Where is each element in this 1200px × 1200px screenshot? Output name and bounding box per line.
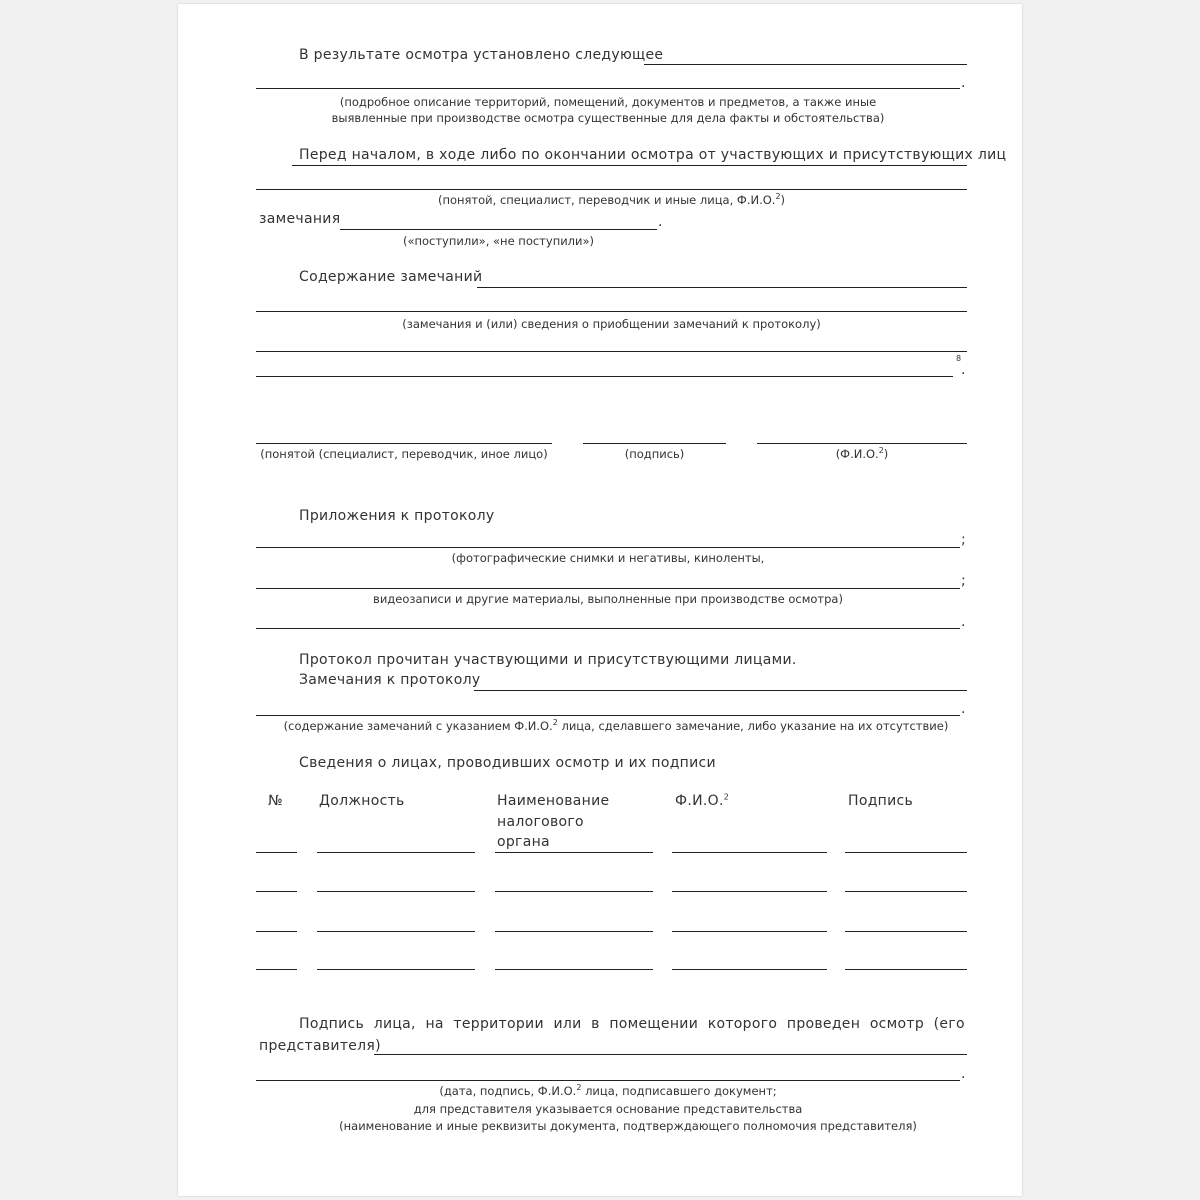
result-note-line-2: выявленные при производстве осмотра существенные для дела факты и обстоятельства) xyxy=(331,111,885,125)
attachments-end-mark: . xyxy=(961,614,966,630)
remarks-content-blank-line-1[interactable] xyxy=(477,287,967,288)
final-signature-word: (его xyxy=(933,1016,965,1032)
col-header-fio: Ф.И.О.$^2$ xyxy=(675,792,730,809)
final-signature-word: Подпись xyxy=(299,1016,365,1032)
attachments-note-1: (фотографические снимки и негативы, киноленты, xyxy=(451,551,765,565)
witness-signature-blank[interactable] xyxy=(583,443,726,444)
inspector-row-1-position-blank[interactable] xyxy=(317,852,475,853)
protocol-remarks-note: (содержание замечаний с указанием Ф.И.О.$^2$ лица, сделавшего замечание, либо указание на их отсутствие) xyxy=(283,718,949,733)
remarks-content-note: (замечания и (или) сведения о приобщении замечаний к протоколу) xyxy=(402,317,821,331)
remarks-received-blank[interactable] xyxy=(340,229,657,230)
final-signature-word: на xyxy=(425,1016,444,1032)
inspector-row-4-number-blank[interactable] xyxy=(256,969,297,970)
final-signature-word: или xyxy=(553,1016,582,1032)
inspector-row-2-position-blank[interactable] xyxy=(317,891,475,892)
col-header-authority-3: органа xyxy=(497,834,550,850)
witness-role-note: (понятой (специалист, переводчик, иное лицо) xyxy=(260,447,548,461)
remarks-before-lead-text: Перед началом, в ходе либо по окончании осмотра от участвующих и присутствующих лиц xyxy=(299,147,1007,163)
remarks-content-blank-line-3[interactable] xyxy=(256,351,967,352)
inspector-row-4-fio-blank[interactable] xyxy=(672,969,827,970)
result-lead-text: В результате осмотра установлено следующее xyxy=(299,47,664,63)
final-signature-word: которого xyxy=(707,1016,778,1032)
final-signature-blank-line-2[interactable] xyxy=(256,1080,960,1081)
final-signature-word: лица, xyxy=(373,1016,416,1032)
inspector-row-3-number-blank[interactable] xyxy=(256,931,297,932)
protocol-remarks-blank-line-1[interactable] xyxy=(474,690,967,691)
inspector-row-1-authority-blank[interactable] xyxy=(495,852,653,853)
attachments-sep-1: ; xyxy=(961,532,967,548)
remarks-content-lead-text: Содержание замечаний xyxy=(299,269,483,285)
inspector-row-2-number-blank[interactable] xyxy=(256,891,297,892)
attachments-blank-line-1[interactable] xyxy=(256,547,960,548)
attachments-blank-line-2[interactable] xyxy=(256,588,960,589)
remarks-content-end-mark: . xyxy=(961,362,966,378)
result-note-line-1: (подробное описание территорий, помещений, документов и предметов, а также иные xyxy=(339,95,877,109)
final-signature-blank-line-1[interactable] xyxy=(374,1054,967,1055)
inspector-row-1-number-blank[interactable] xyxy=(256,852,297,853)
final-signature-text-line-2: представителя) xyxy=(259,1038,381,1054)
final-signature-word: в xyxy=(591,1016,600,1032)
remarks-end-mark: . xyxy=(658,214,663,230)
final-signature-word: помещении xyxy=(609,1016,699,1032)
final-note-3: (наименование и иные реквизиты документа, подтверждающего полномочия представителя) xyxy=(339,1119,917,1133)
col-header-authority-1: Наименование xyxy=(497,793,610,809)
attachments-lead-text: Приложения к протоколу xyxy=(299,508,495,524)
attachments-blank-line-3[interactable] xyxy=(256,628,960,629)
col-header-authority-2: налогового xyxy=(497,814,584,830)
inspectors-lead-text: Сведения о лицах, проводивших осмотр и их подписи xyxy=(299,755,716,771)
inspector-row-2-signature-blank[interactable] xyxy=(845,891,967,892)
inspector-row-1-fio-blank[interactable] xyxy=(672,852,827,853)
col-header-signature: Подпись xyxy=(848,793,914,809)
inspector-row-3-fio-blank[interactable] xyxy=(672,931,827,932)
final-note-2: для представителя указывается основание представительства xyxy=(413,1102,803,1116)
inspector-row-3-position-blank[interactable] xyxy=(317,931,475,932)
final-signature-text-line-1 xyxy=(299,1016,965,1033)
protocol-remarks-blank-line-2[interactable] xyxy=(256,715,960,716)
final-note-1: (дата, подпись, Ф.И.О.$^2$ лица, подписавшего документ; xyxy=(439,1083,777,1098)
inspector-row-3-authority-blank[interactable] xyxy=(495,931,653,932)
result-blank-line-1[interactable] xyxy=(644,64,967,65)
attachments-note-2: видеозаписи и другие материалы, выполненные при производстве осмотра) xyxy=(373,592,843,606)
protocol-remarks-label: Замечания к протоколу xyxy=(299,672,481,688)
inspector-row-1-signature-blank[interactable] xyxy=(845,852,967,853)
remarks-label: замечания xyxy=(259,211,341,227)
remarks-received-note: («поступили», «не поступили») xyxy=(402,234,595,248)
attachments-sep-2: ; xyxy=(961,573,967,589)
col-header-number: № xyxy=(268,793,283,809)
protocol-read-text: Протокол прочитан участвующими и присутствующими лицами. xyxy=(299,652,797,668)
witness-name-blank[interactable] xyxy=(757,443,967,444)
inspector-row-4-signature-blank[interactable] xyxy=(845,969,967,970)
remarks-content-blank-line-4[interactable] xyxy=(256,376,953,377)
remarks-content-blank-line-2[interactable] xyxy=(256,311,967,312)
footnote-mark: 8 xyxy=(956,354,962,363)
witness-name-note: (Ф.И.О.$^2$) xyxy=(835,446,889,461)
inspector-row-2-authority-blank[interactable] xyxy=(495,891,653,892)
final-signature-word: осмотр xyxy=(869,1016,925,1032)
col-header-position: Должность xyxy=(319,793,405,809)
remarks-before-underline xyxy=(292,165,967,166)
inspector-row-4-authority-blank[interactable] xyxy=(495,969,653,970)
protocol-remarks-end-mark: . xyxy=(961,701,966,717)
result-end-mark: . xyxy=(961,75,966,91)
inspector-row-4-position-blank[interactable] xyxy=(317,969,475,970)
witness-signature-note: (подпись) xyxy=(624,447,685,461)
final-signature-word: территории xyxy=(453,1016,544,1032)
document-page xyxy=(178,4,1022,1196)
persons-blank-line[interactable] xyxy=(256,189,967,190)
witness-role-blank[interactable] xyxy=(256,443,552,444)
persons-note: (понятой, специалист, переводчик и иные лица, Ф.И.О.$^2$) xyxy=(437,192,786,207)
inspector-row-3-signature-blank[interactable] xyxy=(845,931,967,932)
final-signature-end-mark: . xyxy=(961,1066,966,1082)
inspector-row-2-fio-blank[interactable] xyxy=(672,891,827,892)
result-blank-line-2[interactable] xyxy=(256,88,960,89)
final-signature-word: проведен xyxy=(786,1016,861,1032)
